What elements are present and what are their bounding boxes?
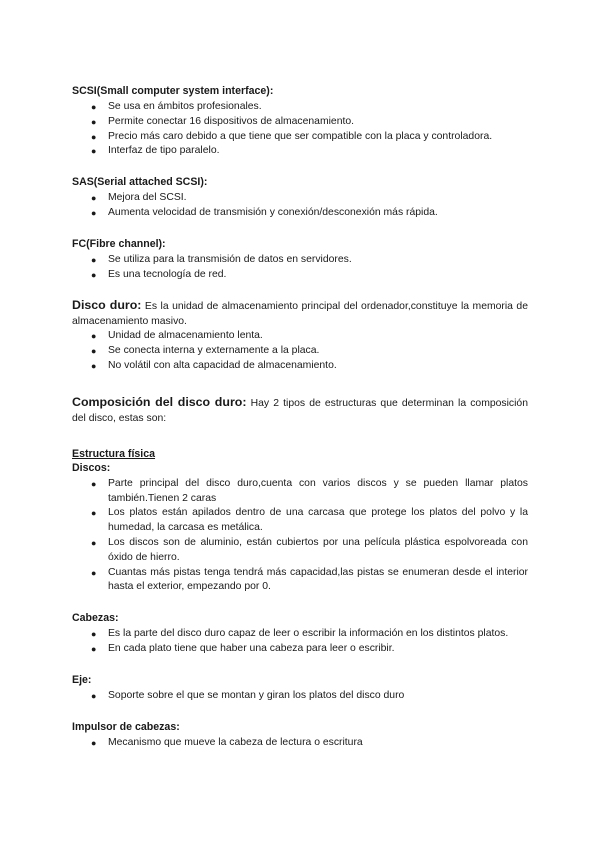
list-item: ● En cada plato tiene que haber una cabeza para leer o escribir. [72, 642, 528, 657]
bullet-icon: ● [91, 146, 97, 157]
list-discos [72, 477, 528, 595]
bullet-icon: ● [91, 254, 97, 265]
section-title-fc: FC(Fibre channel): [72, 237, 166, 250]
bullet-icon: ● [91, 102, 97, 112]
list-item: ● Es una tecnología de red. [72, 268, 528, 283]
bullet-icon: ● [91, 360, 97, 371]
bullet-icon: ● [91, 331, 97, 342]
list-item: ● No volátil con alta capacidad de almacenamiento. [72, 359, 528, 374]
list-item: ● Se usa en ámbitos profesionales. [72, 100, 528, 115]
bullet-icon: ● [91, 643, 97, 654]
section-title-discos: Discos: [72, 461, 111, 474]
list-item: ● Parte principal del disco duro,cuenta con varios discos y se pueden llamar platos también.Tienen 2 caras [91, 477, 528, 504]
bullet-icon: ● [91, 131, 97, 142]
list-item: ● Se conecta interna y externamente a la placa. [72, 344, 528, 359]
bullet-icon: ● [91, 116, 97, 127]
list-item: ● Permite conectar 16 dispositivos de almacenamiento. [72, 115, 528, 130]
composicion-title: Composición del disco duro: [72, 394, 247, 409]
list-item: ● Es la parte del disco duro capaz de leer o escribir la información en los distintos platos. [72, 627, 528, 642]
list-eje [72, 689, 528, 704]
list-item: ● Los platos están apilados dentro de una carcasa que protege los platos del polvo y la humedad, la carcasa es metálica. [91, 507, 528, 534]
list-item: ● Precio más caro debido a que tiene que ser compatible con la placa y controladora. [72, 130, 528, 145]
list-item: ● Mejora del SCSI. [72, 191, 528, 206]
bullet-icon: ● [91, 193, 97, 204]
section-title-cabezas: Cabezas: [72, 612, 119, 625]
bullet-icon: ● [91, 567, 97, 578]
disco-duro-paragraph: Disco duro: Es la unidad de almacenamiento principal del ordenador,constituye la memoria de almacenamiento masivo. [72, 298, 528, 328]
section-title-eje: Eje: [72, 673, 92, 686]
list-item: ● Interfaz de tipo paralelo. [72, 144, 528, 159]
bullet-icon: ● [91, 478, 97, 489]
list-item: ● Soporte sobre el que se montan y giran los platos del disco duro [72, 689, 528, 704]
section-title-impulsor: Impulsor de cabezas: [72, 720, 180, 733]
list-item: ● Aumenta velocidad de transmisión y conexión/desconexión más rápida. [72, 206, 528, 221]
list-item: ● Mecanismo que mueve la cabeza de lectura o escritura [72, 736, 528, 751]
disco-duro-title: Disco duro: [72, 298, 142, 313]
bullet-icon: ● [91, 269, 97, 280]
bullet-icon: ● [91, 346, 97, 357]
bullet-icon: ● [91, 629, 97, 640]
section-title-scsi: SCSI(Small computer system interface): [72, 85, 274, 97]
list-item: ● Se utiliza para la transmisión de datos en servidores. [72, 253, 528, 268]
bullet-icon: ● [91, 508, 97, 519]
list-impulsor [72, 736, 528, 751]
list-disco-duro [72, 329, 528, 373]
list-scsi [72, 100, 528, 159]
list-fc [72, 253, 528, 283]
bullet-icon: ● [91, 690, 97, 701]
estructura-fisica-title: Estructura física [72, 447, 156, 460]
list-cabezas [72, 627, 528, 657]
list-item: ● Los discos son de aluminio, están cubiertos por una película plástica espolvoreada con óxido de hierro. [91, 536, 528, 563]
bullet-icon: ● [91, 537, 97, 548]
bullet-icon: ● [91, 207, 97, 218]
section-title-sas: SAS(Serial attached SCSI): [72, 176, 208, 189]
list-sas [72, 191, 528, 221]
bullet-icon: ● [91, 737, 97, 748]
list-item: ● Unidad de almacenamiento lenta. [72, 329, 528, 344]
list-item: ● Cuantas más pistas tenga tendrá más capacidad,las pistas se enumeran desde el interior hasta el exterior, empezando por 0. [91, 566, 528, 593]
composicion-paragraph: Composición del disco duro: Hay 2 tipos de estructuras que determinan la composición del disco, estas son: [72, 394, 528, 424]
